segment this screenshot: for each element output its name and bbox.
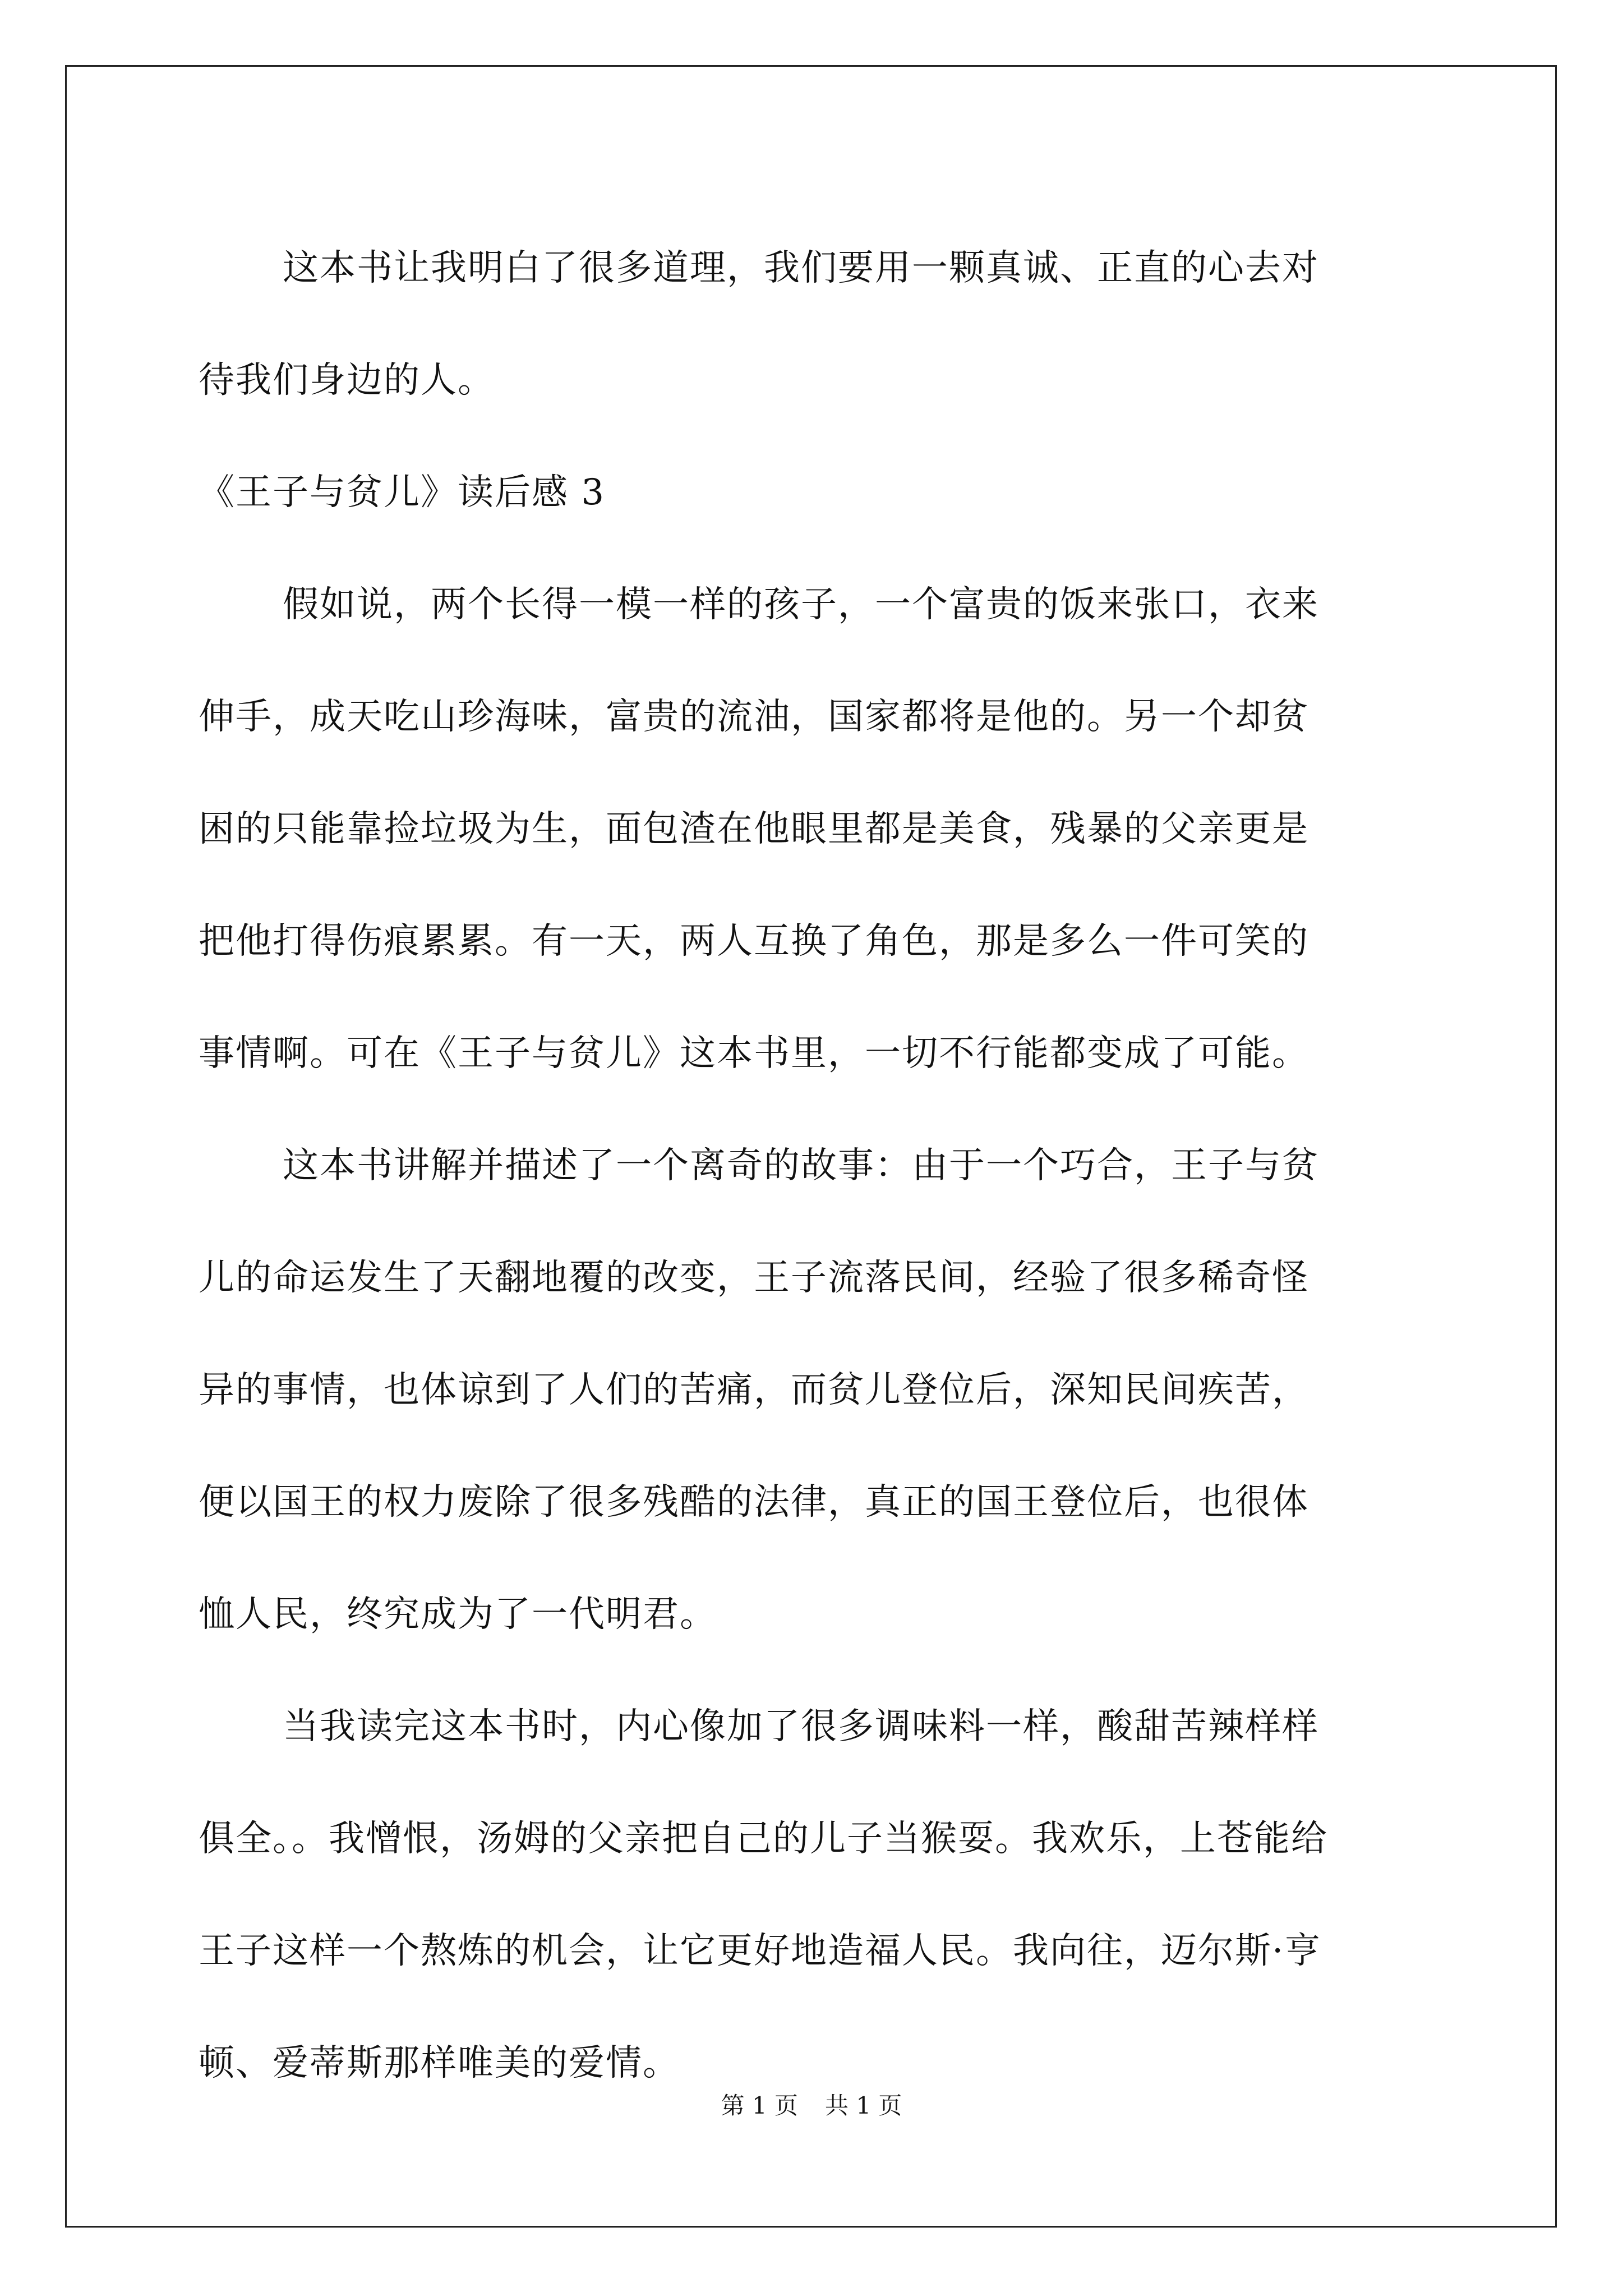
paragraph-line: 事情啊。可在《王子与贫儿》这本书里，一切不行能都变成了可能。: [199, 1033, 1309, 1074]
paragraph-line: 这本书讲解并描述了一个离奇的故事：由于一个巧合，王子与贫: [283, 1145, 1319, 1186]
page-number: 第 1 页: [721, 2092, 798, 2119]
paragraph-line: 恤人民，终究成为了一代明君。: [199, 1594, 717, 1635]
paragraph-line: 俱全。。我憎恨，汤姆的父亲把自己的儿子当猴耍。我欢乐，上苍能给: [199, 1818, 1328, 1860]
paragraph-line: 当我读完这本书时，内心像加了很多调味料一样，酸甜苦辣样样: [283, 1706, 1319, 1747]
paragraph-line: 伸手，成天吃山珍海味，富贵的流油，国家都将是他的。另一个却贫: [199, 696, 1309, 738]
paragraph-line: 儿的命运发生了天翻地覆的改变，王子流落民间，经验了很多稀奇怪: [199, 1257, 1309, 1299]
paragraph-line: 把他打得伤痕累累。有一天，两人互换了角色，那是多么一件可笑的: [199, 921, 1309, 962]
document-body: [199, 212, 1428, 2119]
paragraph-line: 待我们身边的人。: [199, 360, 495, 401]
paragraph-line: 便以国王的权力废除了很多残酷的法律，真正的国王登位后，也很体: [199, 1481, 1309, 1523]
paragraph-line: 顿、爱蒂斯那样唯美的爱情。: [199, 2042, 680, 2084]
paragraph-line: 假如说，两个长得一模一样的孩子，一个富贵的饭来张口，衣来: [283, 584, 1319, 625]
page-total: 共 1 页: [825, 2092, 902, 2119]
paragraph-line: 这本书让我明白了很多道理，我们要用一颗真诚、正直的心去对: [283, 247, 1319, 289]
paragraph-line: 王子这样一个熬炼的机会，让它更好地造福人民。我向往，迈尔斯·亨: [199, 1930, 1322, 1972]
paragraph-line: 异的事情，也体谅到了人们的苦痛，而贫儿登位后，深知民间疾苦，: [199, 1369, 1309, 1411]
page-footer: [0, 2089, 1623, 2123]
section-heading: 《王子与贫儿》读后感 3: [199, 472, 606, 513]
paragraph-line: 困的只能靠捡垃圾为生，面包渣在他眼里都是美食，残暴的父亲更是: [199, 808, 1309, 850]
